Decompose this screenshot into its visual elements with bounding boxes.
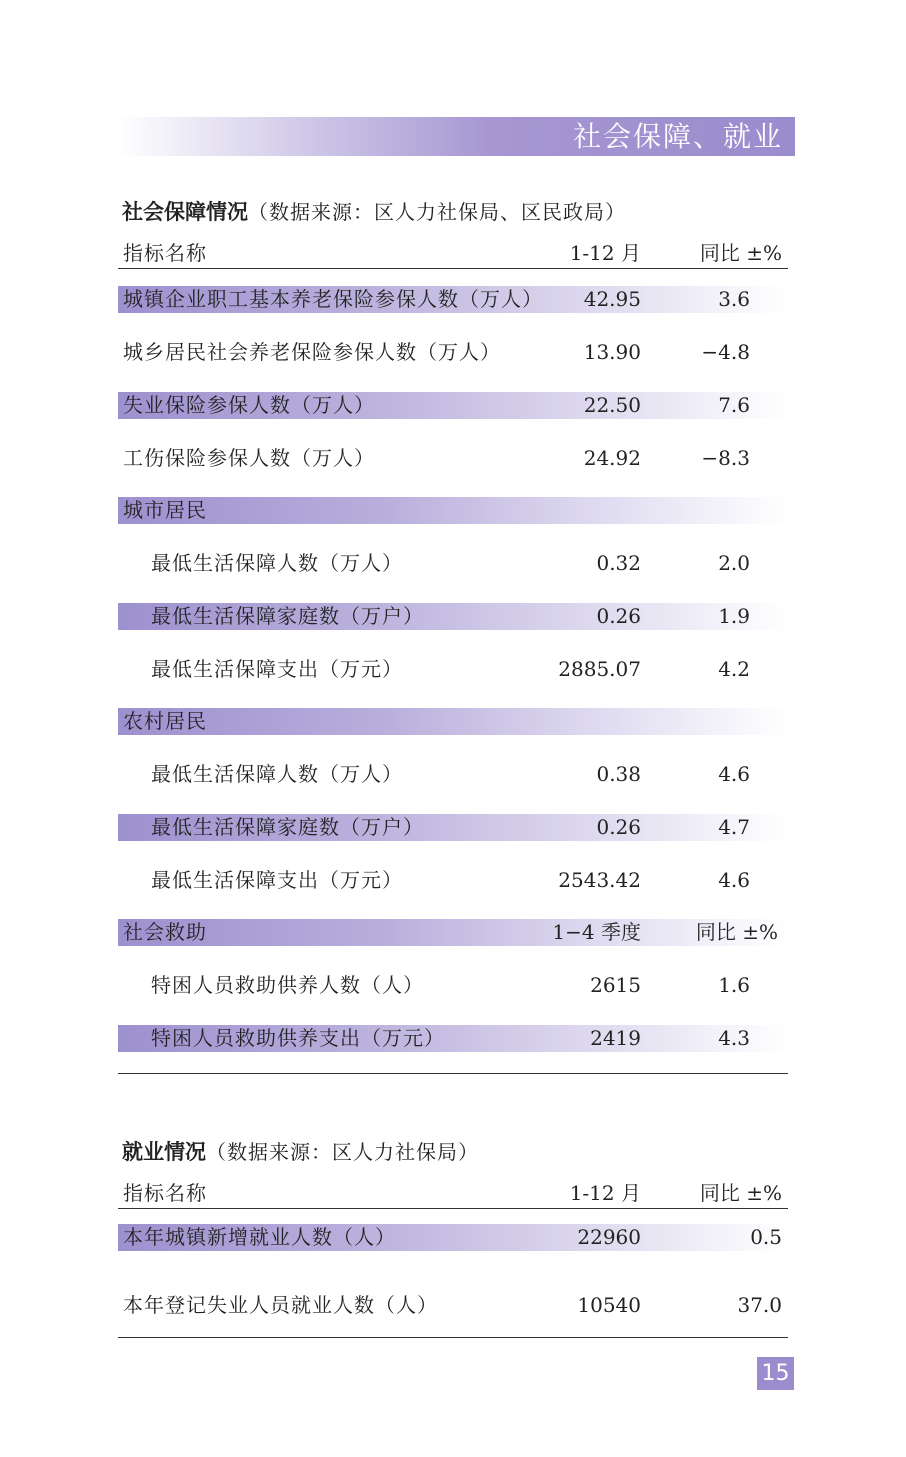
table-row (118, 867, 788, 894)
row-label: 最低生活保障家庭数（万户） (151, 604, 424, 628)
row-change: 1.6 (718, 973, 750, 997)
column-header-period: 1-12 月 (569, 241, 641, 265)
row-change: −8.3 (701, 446, 750, 470)
table-row (118, 1292, 788, 1319)
row-value: 2419 (590, 1026, 641, 1050)
row-label: 最低生活保障支出（万元） (151, 657, 403, 681)
row-value: 22.50 (583, 393, 641, 417)
table-row (118, 814, 788, 841)
row-change: 3.6 (718, 287, 750, 311)
row-change: 2.0 (718, 551, 750, 575)
column-header-yoy: 同比 ±% (699, 1181, 782, 1205)
employment-header-row (118, 1180, 788, 1209)
employment-source: （数据来源：区人力社保局） (206, 1140, 479, 1164)
social-security-heading: 社会保障情况 (122, 200, 248, 224)
table-row (118, 603, 788, 630)
table-row (118, 445, 788, 472)
row-value: 2615 (590, 973, 641, 997)
row-label: 本年登记失业人员就业人数（人） (123, 1293, 438, 1317)
table-row (118, 972, 788, 999)
row-label: 失业保险参保人数（万人） (123, 393, 375, 417)
section-banner (118, 117, 795, 156)
subheader-period: 1−4 季度 (552, 920, 641, 944)
row-change: 4.2 (718, 657, 750, 681)
row-value: 0.38 (596, 762, 641, 786)
table-row (118, 392, 788, 419)
row-value: 2885.07 (558, 657, 641, 681)
group-label: 农村居民 (123, 709, 207, 733)
row-value: 0.26 (596, 815, 641, 839)
row-value: 13.90 (583, 340, 641, 364)
column-header-period: 1-12 月 (569, 1181, 641, 1205)
row-change: 1.9 (718, 604, 750, 628)
row-change: 37.0 (737, 1293, 782, 1317)
row-value: 42.95 (583, 287, 641, 311)
row-change: 7.6 (718, 393, 750, 417)
table-row (118, 761, 788, 788)
group-row-social-assistance (118, 919, 788, 946)
row-label: 最低生活保障人数（万人） (151, 762, 403, 786)
table-row (118, 656, 788, 683)
column-header-yoy: 同比 ±% (699, 241, 782, 265)
banner-title: 社会保障、就业 (572, 120, 783, 153)
row-change: 4.7 (718, 815, 750, 839)
column-header-name: 指标名称 (123, 241, 207, 265)
column-header-name: 指标名称 (123, 1181, 207, 1205)
row-label: 本年城镇新增就业人数（人） (123, 1225, 396, 1249)
row-value: 0.26 (596, 604, 641, 628)
row-change: 4.3 (718, 1026, 750, 1050)
group-label: 城市居民 (123, 498, 207, 522)
row-label: 最低生活保障家庭数（万户） (151, 815, 424, 839)
row-label: 工伤保险参保人数（万人） (123, 446, 375, 470)
row-value: 10540 (577, 1293, 641, 1317)
row-label: 特困人员救助供养支出（万元） (151, 1026, 445, 1050)
table-bottom-rule (118, 1337, 788, 1338)
group-label: 社会救助 (123, 920, 207, 944)
row-label: 最低生活保障支出（万元） (151, 868, 403, 892)
row-value: 22960 (577, 1225, 641, 1249)
table-bottom-rule (118, 1073, 788, 1074)
row-label: 最低生活保障人数（万人） (151, 551, 403, 575)
employment-heading: 就业情况 (122, 1140, 206, 1164)
row-change: 4.6 (718, 868, 750, 892)
row-change: 0.5 (750, 1225, 782, 1249)
row-change: −4.8 (701, 340, 750, 364)
row-value: 2543.42 (558, 868, 641, 892)
row-label: 城镇企业职工基本养老保险参保人数（万人） (123, 287, 543, 311)
table-row (118, 550, 788, 577)
employment-title (122, 1136, 479, 1166)
row-label: 城乡居民社会养老保险参保人数（万人） (123, 340, 501, 364)
social-security-source: （数据来源：区人力社保局、区民政局） (248, 200, 626, 224)
social-security-title (122, 196, 626, 226)
table-row (118, 339, 788, 366)
table-row (118, 1224, 788, 1251)
social-security-header-row (118, 240, 788, 269)
page-number: 15 (757, 1357, 794, 1390)
group-row-urban (118, 497, 788, 524)
row-value: 24.92 (583, 446, 641, 470)
group-row-rural (118, 708, 788, 735)
row-value: 0.32 (596, 551, 641, 575)
table-row (118, 286, 788, 313)
table-row (118, 1025, 788, 1052)
subheader-yoy: 同比 ±% (695, 920, 778, 944)
row-change: 4.6 (718, 762, 750, 786)
row-label: 特困人员救助供养人数（人） (151, 973, 424, 997)
